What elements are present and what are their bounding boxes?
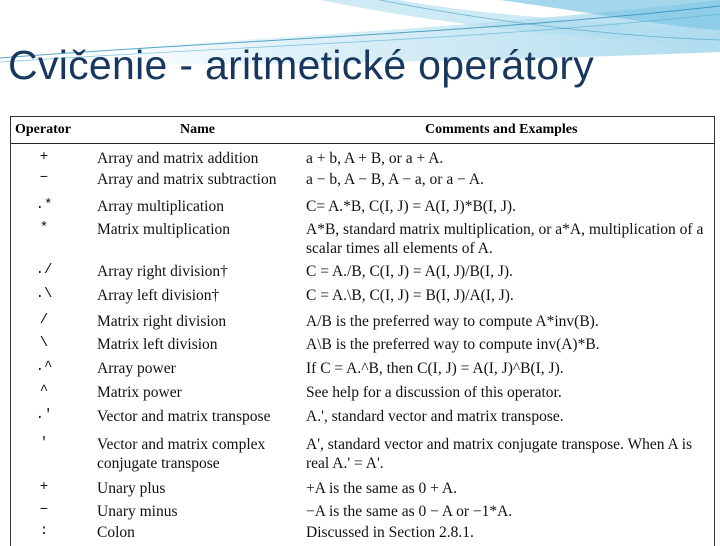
table-header bbox=[11, 117, 714, 144]
row-comment: C= A.*B, C(I, J) = A(I, J)*B(I, J). bbox=[306, 198, 516, 215]
row-name: Array and matrix addition bbox=[97, 150, 259, 167]
row-comment: A\B is the preferred way to compute inv(A)*B. bbox=[306, 336, 600, 353]
row-operator: + bbox=[39, 479, 49, 495]
row-name: Array power bbox=[97, 360, 176, 377]
header-operator: Operator bbox=[15, 122, 71, 137]
row-name: Matrix left division bbox=[97, 336, 218, 353]
row-name: Array right division† bbox=[97, 263, 228, 280]
row-operator: .' bbox=[35, 407, 53, 423]
row-name: Colon bbox=[97, 524, 135, 541]
row-operator: .\ bbox=[35, 286, 53, 302]
header-comments: Comments and Examples bbox=[425, 122, 578, 137]
row-operator: \ bbox=[39, 335, 49, 351]
row-comment: A', standard vector and matrix conjugate transpose. When A is real A.' = A'. bbox=[306, 436, 693, 472]
row-comment: See help for a discussion of this operator. bbox=[306, 384, 562, 401]
row-name: Matrix power bbox=[97, 384, 182, 401]
operators-table bbox=[10, 116, 715, 546]
slide-title: Cvičenie - aritmetické operátory bbox=[8, 42, 595, 88]
row-comment: C = A./B, C(I, J) = A(I, J)/B(I, J). bbox=[306, 263, 513, 280]
row-comment: A.', standard vector and matrix transpose. bbox=[306, 408, 564, 425]
row-comment: Discussed in Section 2.8.1. bbox=[306, 524, 474, 541]
row-comment: If C = A.^B, then C(I, J) = A(I, J)^B(I, J). bbox=[306, 360, 564, 377]
row-comment: −A is the same as 0 − A or −1*A. bbox=[306, 503, 513, 520]
row-comment: A*B, standard matrix multiplication, or a*A, multiplication of a scalar times all elements of A. bbox=[306, 221, 704, 257]
row-operator: : bbox=[39, 523, 49, 539]
row-name: Matrix right division bbox=[97, 313, 227, 330]
row-name: Matrix multiplication bbox=[97, 221, 231, 238]
header-name: Name bbox=[180, 122, 215, 137]
row-operator: ^ bbox=[39, 383, 49, 399]
row-name: Unary plus bbox=[97, 480, 166, 497]
row-operator: * bbox=[39, 220, 49, 236]
row-operator: − bbox=[39, 170, 49, 186]
row-comment: a − b, A − B, A − a, or a − A. bbox=[306, 171, 484, 188]
row-comment: A/B is the preferred way to compute A*inv(B). bbox=[306, 313, 599, 330]
row-name: Vector and matrix complex conjugate transpose bbox=[97, 436, 266, 472]
row-operator: .* bbox=[35, 197, 53, 213]
row-name: Array multiplication bbox=[97, 198, 224, 215]
row-operator: ' bbox=[39, 435, 49, 451]
row-operator: − bbox=[39, 502, 49, 518]
row-operator: ./ bbox=[35, 262, 53, 278]
row-name: Unary minus bbox=[97, 503, 178, 520]
row-name: Array and matrix subtraction bbox=[97, 171, 277, 188]
row-name: Array left division† bbox=[97, 287, 220, 304]
row-operator: .^ bbox=[35, 359, 53, 375]
row-comment: a + b, A + B, or a + A. bbox=[306, 150, 444, 167]
row-operator: + bbox=[39, 149, 49, 165]
row-name: Vector and matrix transpose bbox=[97, 408, 271, 425]
row-comment: +A is the same as 0 + A. bbox=[306, 480, 457, 497]
row-comment: C = A.\B, C(I, J) = B(I, J)/A(I, J). bbox=[306, 287, 514, 304]
row-operator: / bbox=[39, 312, 49, 328]
